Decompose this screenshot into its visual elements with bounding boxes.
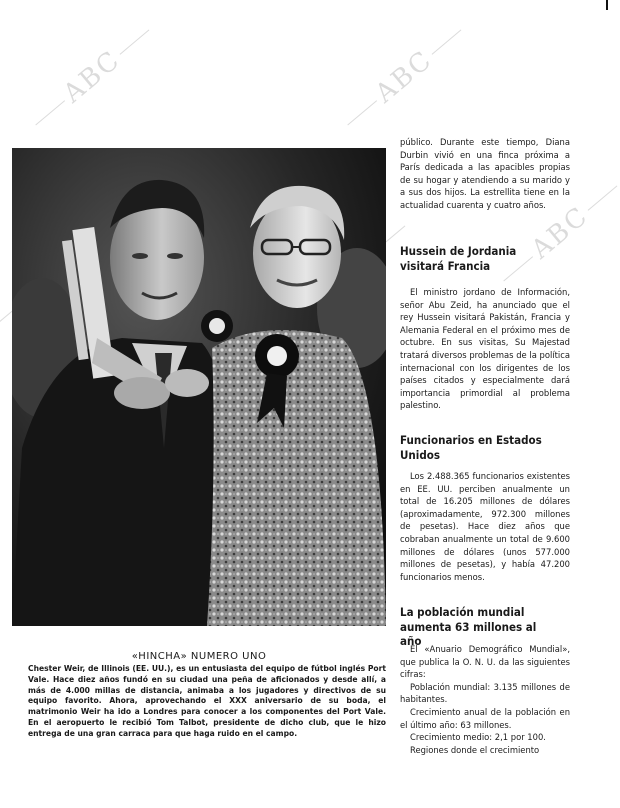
watermark: ABC xyxy=(525,200,595,266)
article-hussein-body xyxy=(400,286,570,412)
caption-title: «HINCHA» NUMERO UNO xyxy=(131,651,267,662)
watermark: ABC xyxy=(57,44,127,110)
article-durbin-body xyxy=(400,136,570,212)
corner-mark xyxy=(606,0,608,10)
article-paragraph: público. Durante este tiempo, Diana Durbin vivió en una finca próxima a París dedicada a las apacibles propias de su hogar y atendiendo a su marido y a sus dos hijos. La estrellita tiene en la actualidad cuarenta y cuatro años. xyxy=(400,137,570,210)
news-photo xyxy=(12,148,386,626)
article-paragraph: El «Anuario Demográfico Mundial», que publica la O. N. U. da las siguientes cifras: xyxy=(400,644,570,680)
article-paragraph: Crecimiento anual de la población en el último año: 63 millones. xyxy=(400,706,570,730)
watermark: ABC xyxy=(369,44,439,110)
article-funcionarios-body xyxy=(400,470,570,583)
article-paragraph: Población mundial: 3.135 millones de habitantes. xyxy=(400,681,570,705)
caption-text: Chester Weir, de Illinois (EE. UU.), es un entusiasta del equipo de fútbol inglés Port Vale. Hace diez años fundó en su ciudad una peña de aficionados y desde allí, a más de 4.000 millas de distancia, animaba a los jugadores y directivos de su equipo favorito. Ahora, aprovechando el XXX aniversario de su boda, el matrimonio Weir ha ido a Londres para conocer a los componentes del Port Vale. En el aeropuerto le recibió Tom Talbot, presidente de dicho club, que le hizo entrega de una gran carraca para que haga ruido en el campo. xyxy=(28,664,386,738)
article-paragraph: Crecimiento medio: 2,1 por 100. xyxy=(410,732,546,743)
article-poblacion-headline: La población mundial aumenta 63 millones al año xyxy=(400,605,537,648)
article-hussein-headline: Hussein de Jordania visitará Francia xyxy=(400,244,517,273)
article-paragraph: Los 2.488.365 funcionarios existentes en EE. UU. perciben anualmente un total de 16.205 millones de dólares (aproximadamente, 972.300 millones de pesetas). Hace diez años que cobraban anualmente un total de 9.600 millones de dólares (unos 577.000 millones de pesetas), y había 47.200 funcionarios menos. xyxy=(400,471,570,582)
article-poblacion-body xyxy=(400,643,570,756)
photo-illustration xyxy=(12,148,386,626)
article-paragraph: El ministro jordano de Información, señor Abu Zeid, ha anunciado que el rey Hussein visitará Pakistán, Francia y Alemania Federal en el próximo mes de octubre. En sus visitas, Su Majestad tratará diversos problemas de la política internacional con los dirigentes de los países citados y especialmente dará importancia primordial al problema palestino. xyxy=(400,287,570,411)
article-funcionarios-headline: Funcionarios en Estados Unidos xyxy=(400,433,542,462)
article-paragraph: Regiones donde el crecimiento xyxy=(410,744,540,755)
